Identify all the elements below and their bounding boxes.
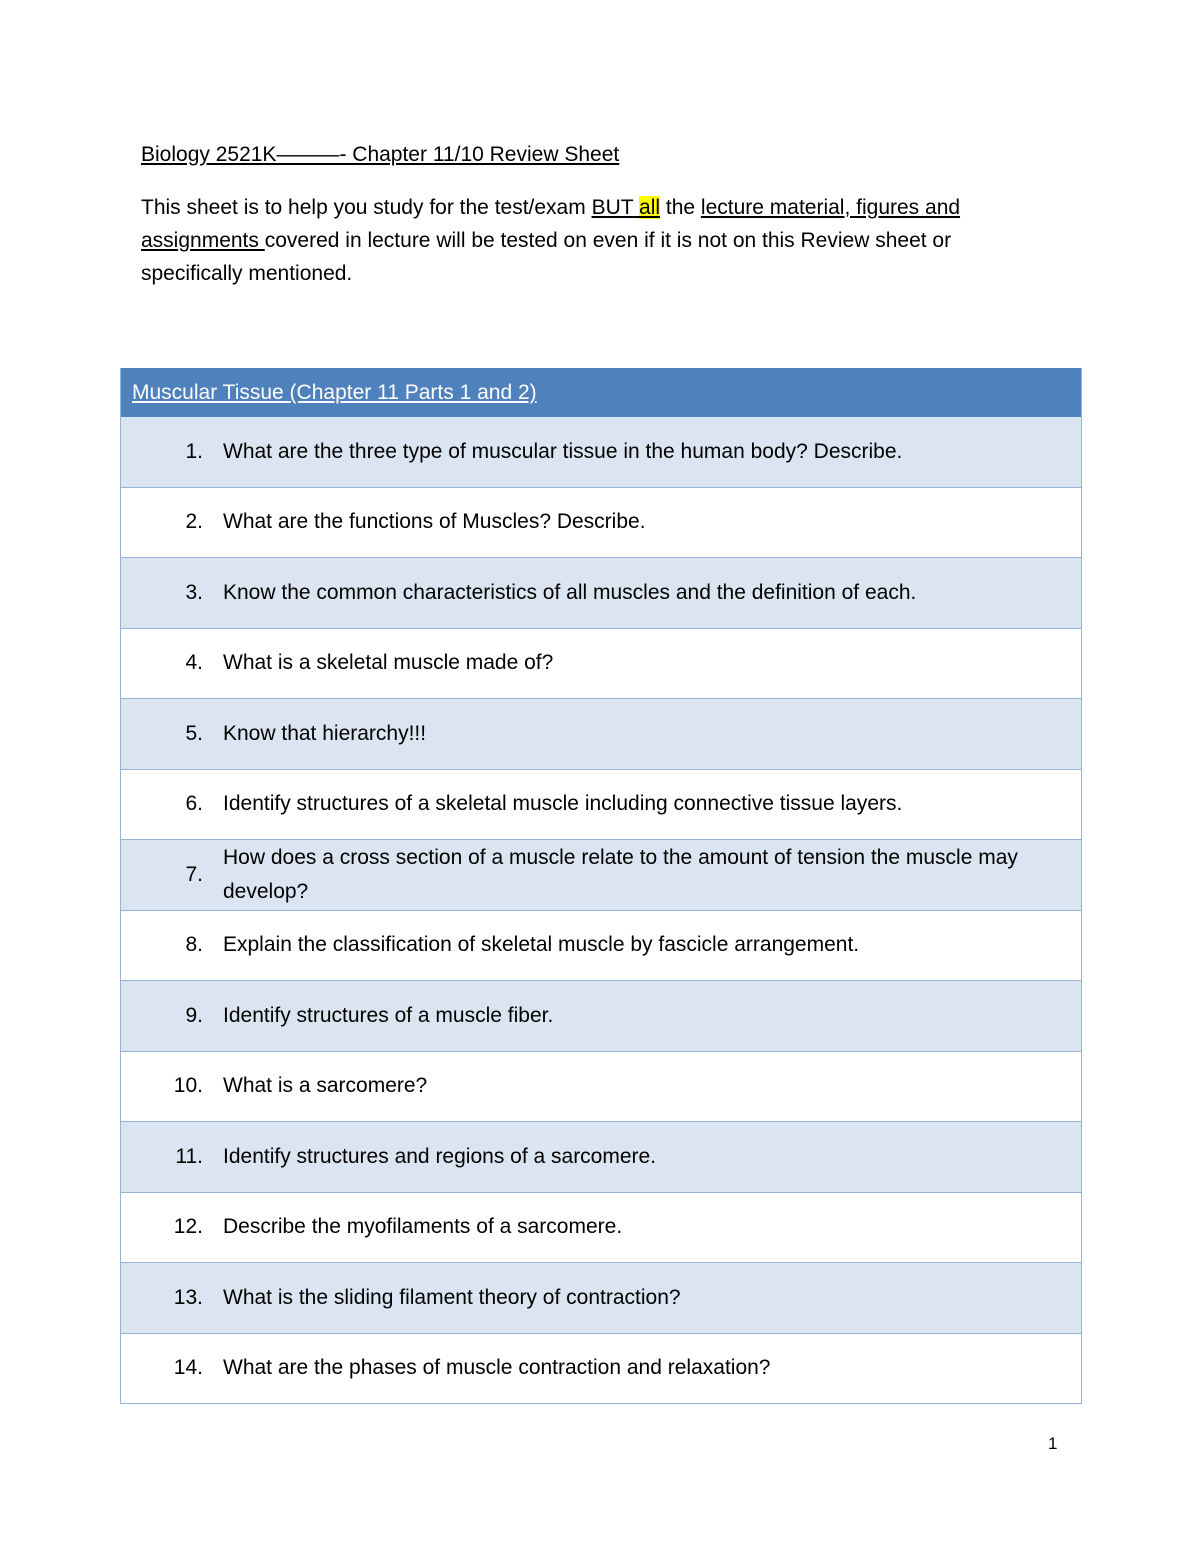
table-row xyxy=(121,911,1081,982)
question-text: Know that hierarchy!!! xyxy=(223,721,427,745)
table-row xyxy=(121,1263,1081,1334)
question-text: What are the phases of muscle contraction and relaxation? xyxy=(223,1356,771,1380)
question-number: 3. xyxy=(185,580,203,604)
intro-but: BUT xyxy=(591,196,634,219)
chapter-title: Chapter 11/10 Review Sheet xyxy=(346,143,620,166)
question-number: 12. xyxy=(173,1215,203,1239)
table-row xyxy=(121,488,1081,559)
title-dashes: ———- xyxy=(276,143,347,166)
intro-text-1: This sheet is to help you study for the test/exam xyxy=(141,196,592,219)
table-title: Muscular Tissue (Chapter 11 Parts 1 and 2) xyxy=(132,381,537,404)
table-row xyxy=(121,699,1081,770)
intro-text-3: covered in lecture will be tested on even if it is not on this Review sheet or specifically mentioned. xyxy=(141,229,952,285)
question-number: 2. xyxy=(185,510,203,534)
intro-all-highlight: all xyxy=(639,196,661,219)
question-text: Describe the myofilaments of a sarcomere. xyxy=(223,1215,623,1239)
question-text: Identify structures and regions of a sarcomere. xyxy=(223,1144,657,1168)
table-header xyxy=(121,368,1081,417)
question-text: Know the common characteristics of all muscles and the definition of each. xyxy=(223,580,917,604)
question-text: Identify structures of a skeletal muscle including connective tissue layers. xyxy=(223,792,903,816)
table-row xyxy=(121,840,1081,911)
question-number: 4. xyxy=(185,651,203,675)
table-row xyxy=(121,417,1081,488)
question-text: Identify structures of a muscle fiber. xyxy=(223,1003,554,1027)
intro-paragraph xyxy=(141,191,1041,290)
question-text: What is the sliding filament theory of contraction? xyxy=(223,1285,681,1309)
table-row xyxy=(121,1334,1081,1405)
table-row xyxy=(121,1193,1081,1264)
question-text: Explain the classification of skeletal muscle by fascicle arrangement. xyxy=(223,933,860,957)
page-title xyxy=(141,138,619,172)
table-row xyxy=(121,558,1081,629)
table-row xyxy=(121,770,1081,841)
question-number: 5. xyxy=(185,721,203,745)
question-text: How does a cross section of a muscle relate to the amount of tension the muscle may develop? xyxy=(223,845,1018,903)
question-text: What are the three type of muscular tissue in the human body? Describe. xyxy=(223,439,903,463)
table-row xyxy=(121,1122,1081,1193)
question-number: 10. xyxy=(173,1074,203,1098)
question-text: What is a skeletal muscle made of? xyxy=(223,651,554,675)
question-number: 9. xyxy=(185,1003,203,1027)
question-number: 13. xyxy=(173,1285,203,1309)
table-row xyxy=(121,629,1081,700)
review-table xyxy=(120,368,1082,1404)
course-name: Biology 2521K xyxy=(141,143,277,166)
question-number: 14. xyxy=(173,1356,203,1380)
question-number: 7. xyxy=(185,862,203,886)
question-number: 6. xyxy=(185,792,203,816)
question-list xyxy=(121,417,1081,1404)
question-number: 8. xyxy=(185,933,203,957)
question-number: 11. xyxy=(175,1144,203,1168)
table-row xyxy=(121,1052,1081,1123)
intro-lecture-material: lecture material, figures and assignments xyxy=(141,196,961,252)
page-number: 1 xyxy=(1048,1434,1058,1453)
intro-text-2: the xyxy=(660,196,701,219)
table-row xyxy=(121,981,1081,1052)
question-text: What is a sarcomere? xyxy=(223,1074,428,1098)
question-text: What are the functions of Muscles? Describe. xyxy=(223,510,646,534)
question-number: 1. xyxy=(185,439,203,463)
